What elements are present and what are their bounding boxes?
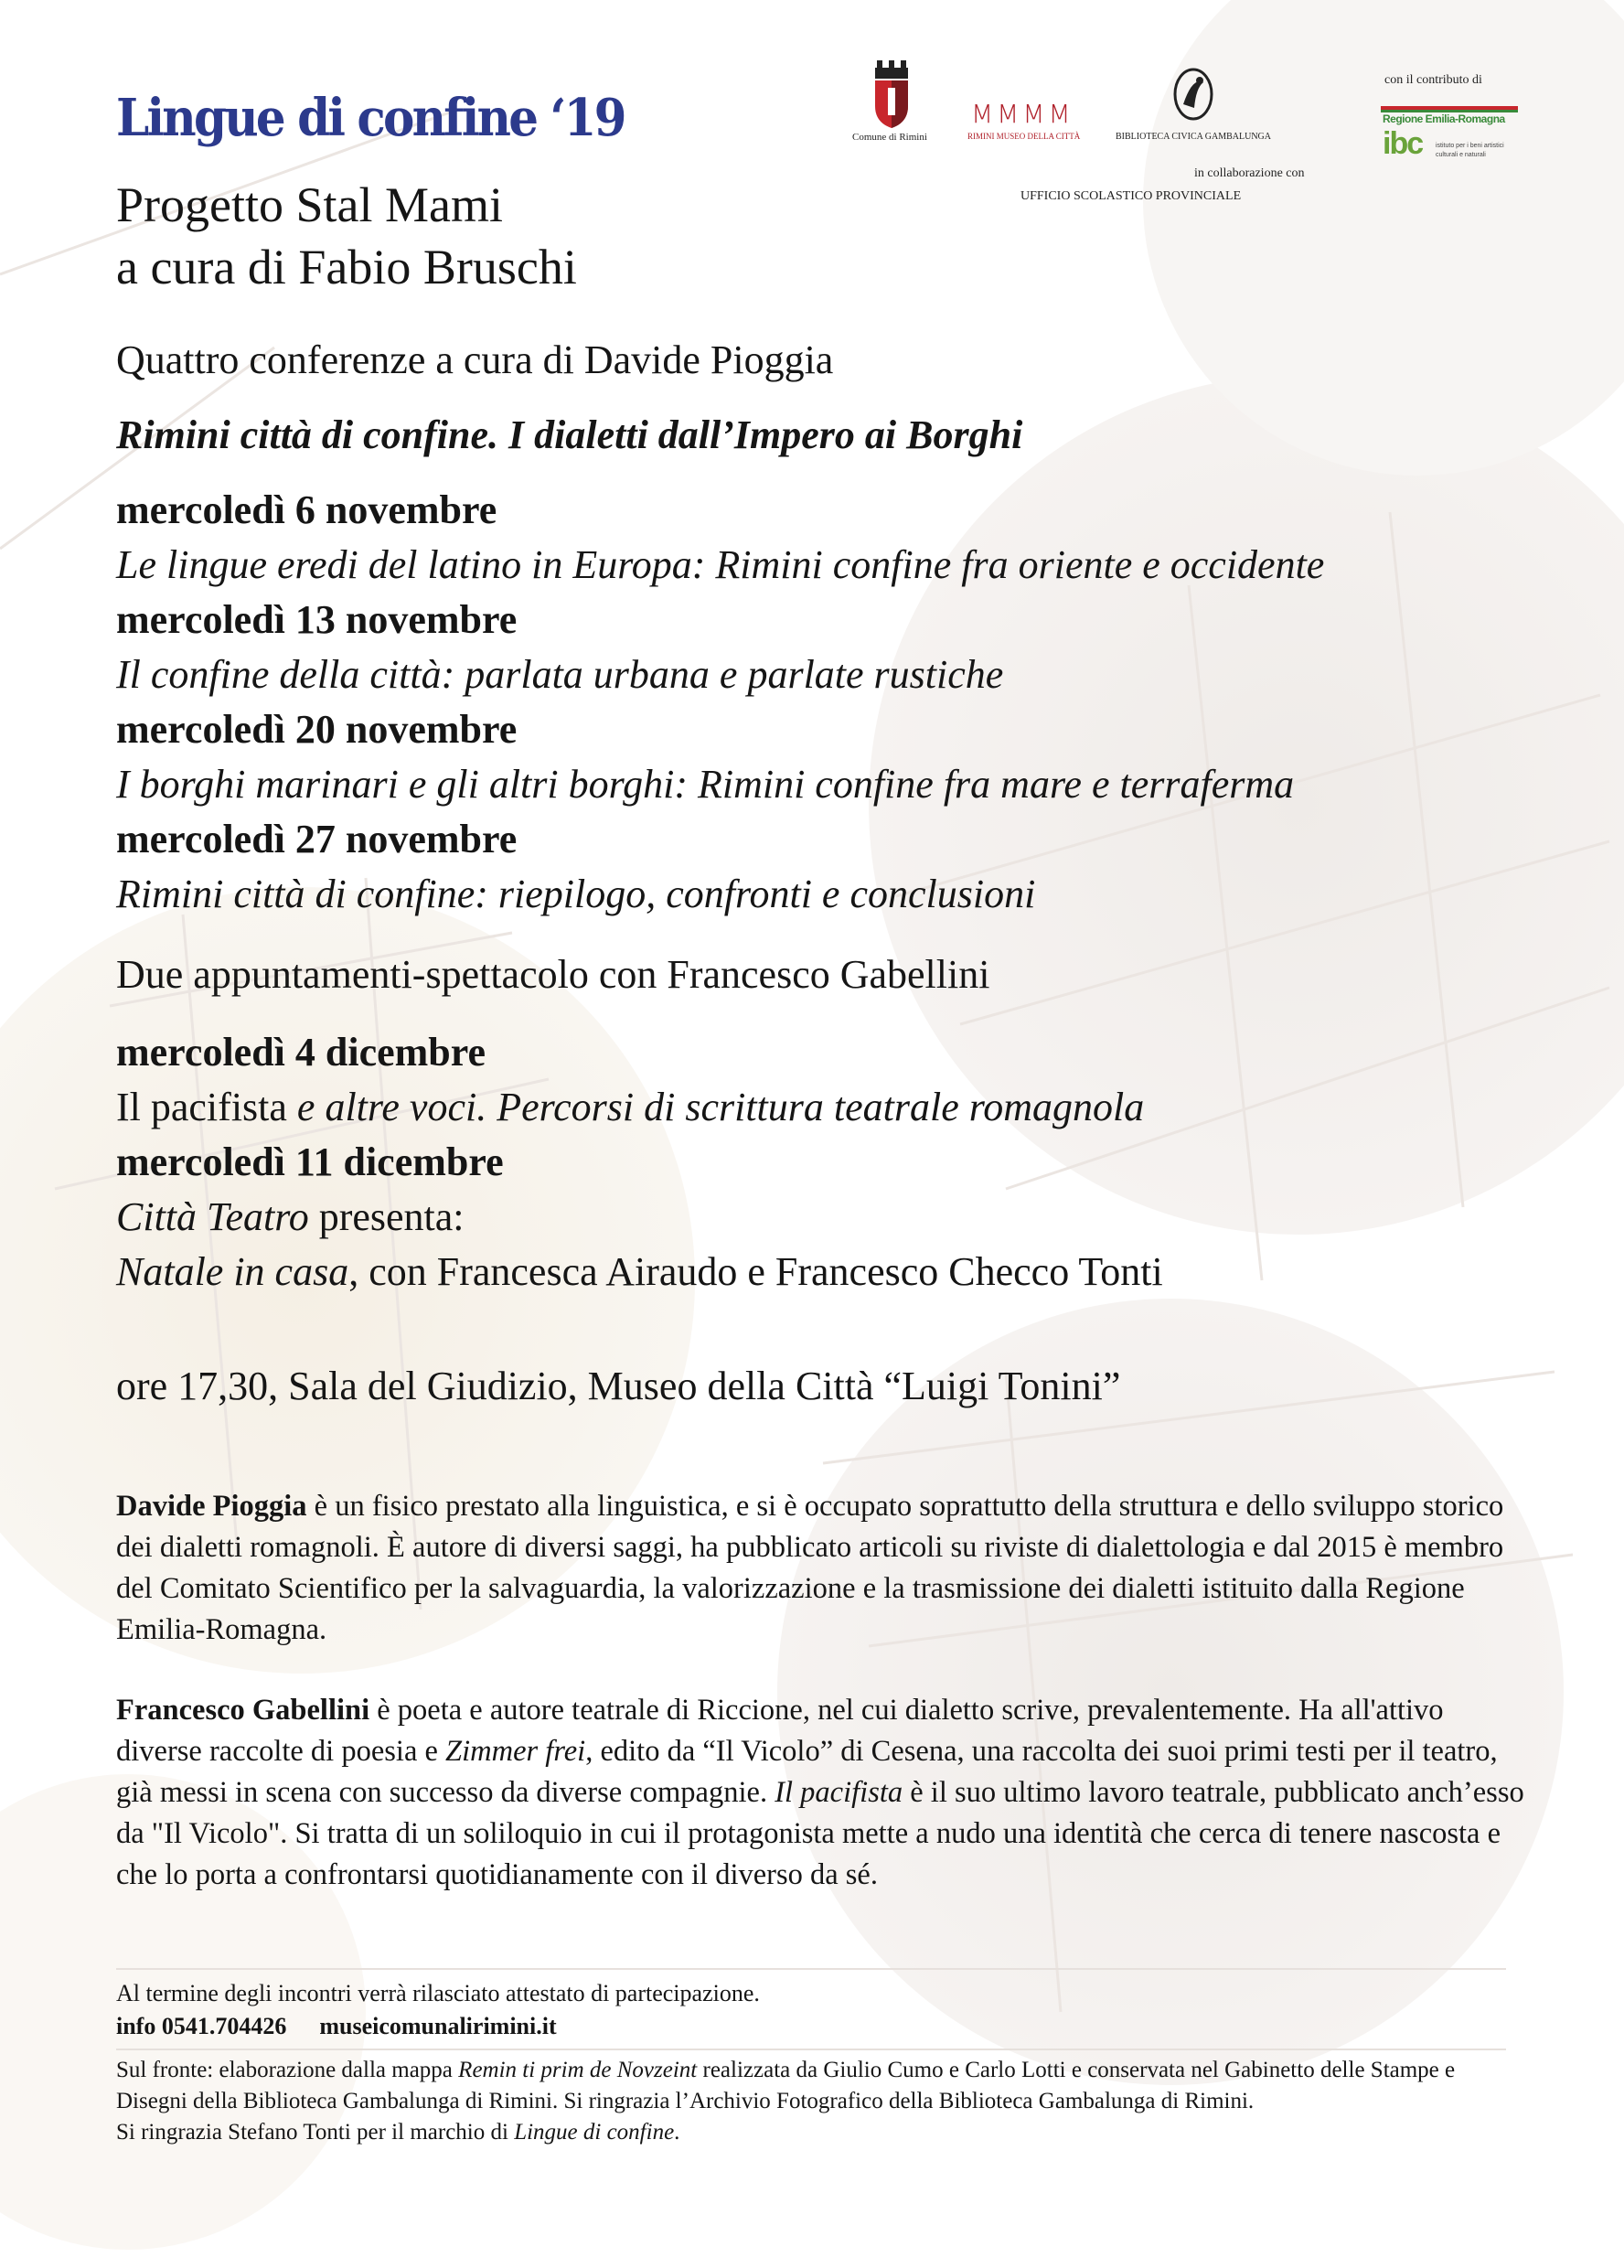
credit-text: Si ringrazia Stefano Tonti per il marchio di xyxy=(116,2120,515,2145)
divider xyxy=(116,2049,1506,2050)
event-date: mercoledì 13 novembre xyxy=(116,597,518,642)
show-title-part: Natale in casa xyxy=(116,1249,349,1294)
list-item xyxy=(116,812,1579,922)
bio-pioggia xyxy=(116,1486,1524,1651)
comune-crest-icon xyxy=(871,60,912,130)
list-item xyxy=(116,702,1579,812)
logo-comune xyxy=(850,60,933,143)
conference-list xyxy=(116,483,1579,922)
event-title: Le lingue eredi del latino in Europa: Rimini confine fra oriente e occidente xyxy=(116,542,1325,587)
collaboration-partner: UFFICIO SCOLASTICO PROVINCIALE xyxy=(1020,189,1242,203)
credit-map-title: Remin ti prim de Novzeint xyxy=(458,2058,698,2082)
credit-map xyxy=(116,2055,1524,2117)
show-title-part: , con Francesca Airaudo e Francesco Checco Tonti xyxy=(348,1249,1163,1294)
show-title-part: e xyxy=(286,1085,326,1129)
museo-mark: MMMM xyxy=(971,99,1074,129)
poster-title: Lingue di confine ‘19 xyxy=(116,88,625,148)
credit-brand-title: Lingue di confine xyxy=(514,2120,675,2145)
bio-work-title: Il pacifista xyxy=(775,1776,903,1809)
show-title xyxy=(116,1190,1579,1245)
bio-text: è un fisico prestato alla linguistica, e si è occupato soprattutto della struttura e dello sviluppo storico dei dialetti romagnoli. È autore di diversi saggi, ha pubblicato articoli su riviste di dialettologia e dal 2015 è membro del Comitato Scientifico per la salvaguardia, la valorizzazione e la trasmissione dei dialetti istituito dalla Regione Emilia-Romagna. xyxy=(116,1490,1504,1646)
collaboration-label: in collaborazione con xyxy=(1194,166,1305,180)
credit-text: . xyxy=(674,2120,680,2145)
series-title: Rimini città di confine. I dialetti dall’Impero ai Borghi xyxy=(116,412,1023,457)
project-curator: a cura di Fabio Bruschi xyxy=(116,240,577,294)
event-date: mercoledì 6 novembre xyxy=(116,487,497,532)
show-title-part: Città Teatro xyxy=(116,1194,309,1239)
bio-work-title: Zimmer frei xyxy=(445,1735,586,1768)
list-item xyxy=(116,593,1579,702)
bio-text: , edito da “Il Vicolo” di Cesena, una raccolta dei suoi primi testi per il teatro, già messi in scena con successo da diverse compagnie. xyxy=(116,1735,1498,1809)
bio-text: è il suo ultimo lavoro teatrale, pubblicato anch’esso da "Il Vicolo". Si tratta di un soliloquio in cui il protagonista mette a nudo una identità che cerca di tenere nascosta e che lo porta a confrontarsi quotidianamente con il diverso da sé. xyxy=(116,1776,1524,1891)
contact-info xyxy=(116,2013,557,2040)
event-title: Rimini città di confine: riepilogo, confronti e conclusioni xyxy=(116,872,1036,916)
attendance-note: Al termine degli incontri verrà rilasciato attestato di partecipazione. xyxy=(116,1980,760,2006)
project-name: Progetto Stal Mami xyxy=(116,177,503,232)
ibc-desc-2: culturali e naturali xyxy=(1436,152,1486,158)
comune-label: Comune di Rimini xyxy=(852,132,927,143)
event-date: mercoledì 27 novembre xyxy=(116,817,518,861)
credits xyxy=(116,2055,1524,2148)
divider xyxy=(116,1968,1506,1970)
event-title: I borghi marinari e gli altri borghi: Rimini confine fra mare e terraferma xyxy=(116,762,1295,807)
ibc-desc-1: istituto per i beni artistici xyxy=(1436,143,1504,149)
list-item xyxy=(116,483,1579,593)
biblioteca-emblem-icon xyxy=(1172,68,1214,121)
credit-text: realizzata da Giulio Cumo e Carlo Lotti e conservata nel Gabinetto delle Stampe e Disegni della Biblioteca Gambalunga di Rimini. Si ringrazia l’Archivio Fotografico della Biblioteca Gambalunga di Rimini. xyxy=(116,2058,1456,2113)
bio-name: Davide Pioggia xyxy=(116,1490,307,1523)
regione-label: Regione Emilia-Romagna xyxy=(1383,112,1505,125)
show-title-part: presenta: xyxy=(308,1194,465,1239)
contact-website: museicomunalirimini.it xyxy=(319,2013,557,2039)
event-date: mercoledì 20 novembre xyxy=(116,707,518,752)
logo-museo xyxy=(967,99,1095,144)
shows-heading: Due appuntamenti-spettacolo con Francesco Gabellini xyxy=(116,952,990,997)
logo-regione-ibc xyxy=(1381,106,1527,168)
show-date: mercoledì 4 dicembre xyxy=(116,1030,486,1075)
show-list xyxy=(116,1025,1579,1300)
bio-text: è poeta e autore teatrale di Riccione, nel cui dialetto scrive, prevalentemente. Ha all'attivo diverse raccolte di poesia e xyxy=(116,1694,1444,1768)
show-subtitle xyxy=(116,1245,1579,1300)
event-title: Il confine della città: parlata urbana e parlate rustiche xyxy=(116,652,1004,697)
contribution-label: con il contributo di xyxy=(1384,73,1482,87)
show-date: mercoledì 11 dicembre xyxy=(116,1139,504,1184)
credit-text: Sul fronte: elaborazione dalla mappa xyxy=(116,2058,459,2082)
show-title-part: Il pacifista xyxy=(116,1085,287,1129)
bio-name: Francesco Gabellini xyxy=(116,1694,370,1727)
biblioteca-label: BIBLIOTECA CIVICA GAMBALUNGA xyxy=(1116,132,1271,142)
bio-gabellini xyxy=(116,1690,1524,1896)
contact-phone: info 0541.704426 xyxy=(116,2013,287,2039)
logo-biblioteca xyxy=(1114,68,1278,144)
ibc-mark: ibc xyxy=(1383,126,1423,161)
venue-time: ore 17,30, Sala del Giudizio, Museo della Città “Luigi Tonini” xyxy=(116,1364,1121,1408)
show-title-part: altre voci. Percorsi di scrittura teatrale romagnola xyxy=(325,1085,1145,1129)
museo-label: RIMINI MUSEO DELLA CITTÀ xyxy=(967,132,1081,141)
conferences-heading: Quattro conferenze a cura di Davide Pioggia xyxy=(116,337,834,382)
credit-brand xyxy=(116,2117,1524,2148)
show-title xyxy=(116,1080,1579,1135)
